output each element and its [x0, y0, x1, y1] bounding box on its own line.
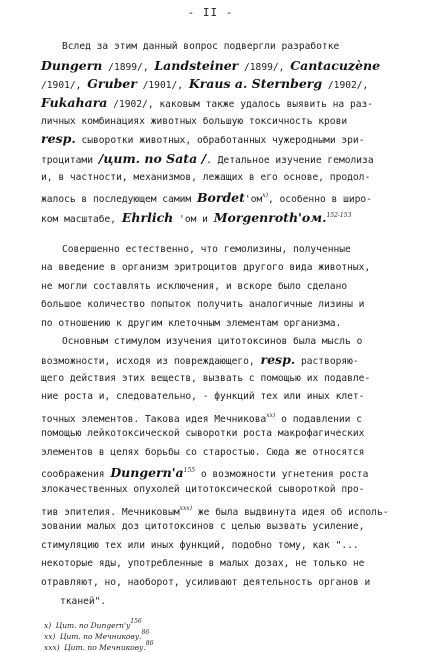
footnote-text: Цит. по: [55, 621, 91, 630]
text-line: [41, 210, 351, 226]
text-line: [41, 318, 341, 330]
footnote-mark: xx): [44, 632, 56, 641]
text-run: соображения: [41, 469, 111, 480]
text-line: [41, 299, 364, 311]
handwritten-name: Fukahara: [41, 95, 108, 110]
text-run: /1899/,: [102, 62, 155, 73]
text-line: [41, 577, 370, 589]
text-run: стимуляцию тех или иных функций, подобно тому, как "...: [41, 540, 359, 551]
text-line: [41, 78, 368, 92]
text-line: [41, 391, 364, 403]
reference-superscript: xx): [266, 412, 276, 419]
text-run: ние роста и, следовательно, - функций тех или иных клет-: [41, 391, 365, 402]
handwritten-name: Gruber: [87, 76, 137, 91]
text-run: сыворотки животных, обработанных чужеродными эри-: [75, 135, 365, 146]
text-run: жалось в последующем самим: [41, 194, 197, 205]
text-run: тив эпителия. Мечниковым: [41, 507, 180, 518]
reference-superscript: xxx): [179, 505, 193, 512]
text-line: [41, 116, 347, 128]
handwritten-name: Cantacuzène: [290, 58, 381, 73]
text-run: о возможности угнетения роста: [195, 469, 369, 480]
text-line: [41, 354, 359, 368]
text-run: 'ом: [244, 194, 263, 205]
text-run: /1899/,: [238, 62, 291, 73]
text-line: [60, 596, 106, 608]
handwritten-name: Dungern'a: [110, 465, 184, 480]
handwritten-name: Dungern: [41, 58, 103, 73]
text-run: /1902/,: [322, 80, 369, 91]
text-line: [41, 153, 374, 167]
text-run: /1901/,: [41, 80, 88, 91]
handwritten-name: Landsteiner: [154, 58, 239, 73]
text-line: [62, 41, 339, 53]
text-line: [41, 373, 370, 385]
text-run: , особенно в широ-: [267, 194, 372, 205]
text-line: [41, 60, 380, 74]
text-run: . Детальное изучение гемолиза: [206, 155, 374, 166]
text-run: большое количество попыток получить аналогичные лизины и: [41, 299, 365, 310]
text-line: [41, 133, 364, 147]
text-run: щего действия этих веществ, вызвать с помощью их подавле-: [41, 373, 371, 384]
text-run: Совершенно естественно, что гемолизины, полученные: [62, 244, 351, 255]
handwritten-name: Morgenroth'ом.: [213, 210, 327, 225]
text-run: растворяю-: [295, 356, 359, 367]
reference-superscript: 156: [130, 618, 142, 625]
handwritten-name: Bordet: [196, 190, 245, 205]
footnote-mark: x): [44, 621, 52, 630]
footnote-mark: xxx): [44, 643, 60, 652]
text-run: тканей".: [60, 596, 107, 607]
handwritten-name: Ehrlich: [121, 210, 174, 225]
text-run: не могли составлять исключения, и вскоре было сделано: [41, 281, 348, 292]
handwritten-name: resp.: [260, 352, 296, 367]
text-line: [62, 244, 351, 256]
text-line: [41, 503, 389, 519]
handwritten-name: Kraus a. Sternberg: [188, 76, 323, 91]
text-run: зовании малых доз цитотоксинов с целью вызвать усиление,: [41, 521, 365, 532]
text-line: [41, 521, 364, 533]
text-run: помощью лейкотоксической сыворотки роста макрофагических: [41, 428, 365, 439]
text-run: по отношению к другим клеточным элементам организма.: [41, 318, 342, 329]
text-run: отравляют, но, наоборот, усиливают деятельность органов и: [41, 577, 371, 588]
text-line: [62, 336, 362, 348]
text-line: [41, 281, 347, 293]
text-run: точных элементов. Такова идея Мечникова: [41, 414, 267, 425]
text-run: и, в частности, механизмов, лежащих в его основе, продол-: [41, 172, 371, 183]
text-line: [41, 410, 362, 426]
text-line: [41, 97, 373, 111]
text-run: же была выдвинута идея об исполь-: [192, 507, 389, 518]
text-run: некоторые яды, употребленные в малых дозах, не только не: [41, 558, 365, 569]
text-line: [41, 484, 364, 496]
text-run: Основным стимулом изучения цитотоксинов была мысль о: [62, 336, 363, 347]
text-line: [41, 172, 370, 184]
reference-superscript: 86: [141, 629, 150, 636]
text-run: 'ом и: [173, 214, 214, 225]
text-run: элементов в целях борьбы со старостью. Сюда же относятся: [41, 447, 365, 458]
reference-superscript: 155: [183, 467, 196, 474]
text-run: ком масштабе,: [41, 214, 122, 225]
text-run: троцитами: [41, 155, 99, 166]
text-run: личных комбинациях животных большую токсичность крови: [41, 116, 348, 127]
text-line: [41, 428, 364, 440]
text-run: о подавлении с: [275, 414, 363, 425]
text-line: [41, 558, 364, 570]
text-line: [41, 465, 368, 481]
text-run: /1901/,: [136, 80, 189, 91]
handwritten-name: /цит. по Sata /: [98, 151, 207, 166]
text-run: Вслед за этим данный вопрос подвергли разработке: [62, 41, 340, 52]
page-number: - II -: [187, 6, 234, 19]
reference-superscript: x): [262, 192, 268, 199]
text-line: [41, 540, 359, 552]
text-run: /1902/, каковым также удалось выявить на раз-: [107, 99, 374, 110]
footnote-text: Цит. по Мечникову.: [64, 643, 146, 652]
text-line: [41, 190, 372, 206]
text-line: [41, 447, 364, 459]
reference-superscript: 86: [145, 640, 154, 647]
text-run: на введение в организм эритроцитов другого вида животных,: [41, 262, 371, 273]
footnote: [44, 639, 153, 652]
footnote-text: Цит. по Мечникову.: [59, 632, 142, 641]
text-line: [41, 262, 370, 274]
text-run: возможности, исходя из повреждающего,: [41, 356, 261, 367]
handwritten-name: Dungern'y: [90, 621, 131, 630]
text-run: злокачественных опухолей цитотоксической сывороткой про-: [41, 484, 365, 495]
handwritten-name: resp.: [41, 131, 76, 146]
reference-superscript: 152-153: [326, 212, 352, 219]
